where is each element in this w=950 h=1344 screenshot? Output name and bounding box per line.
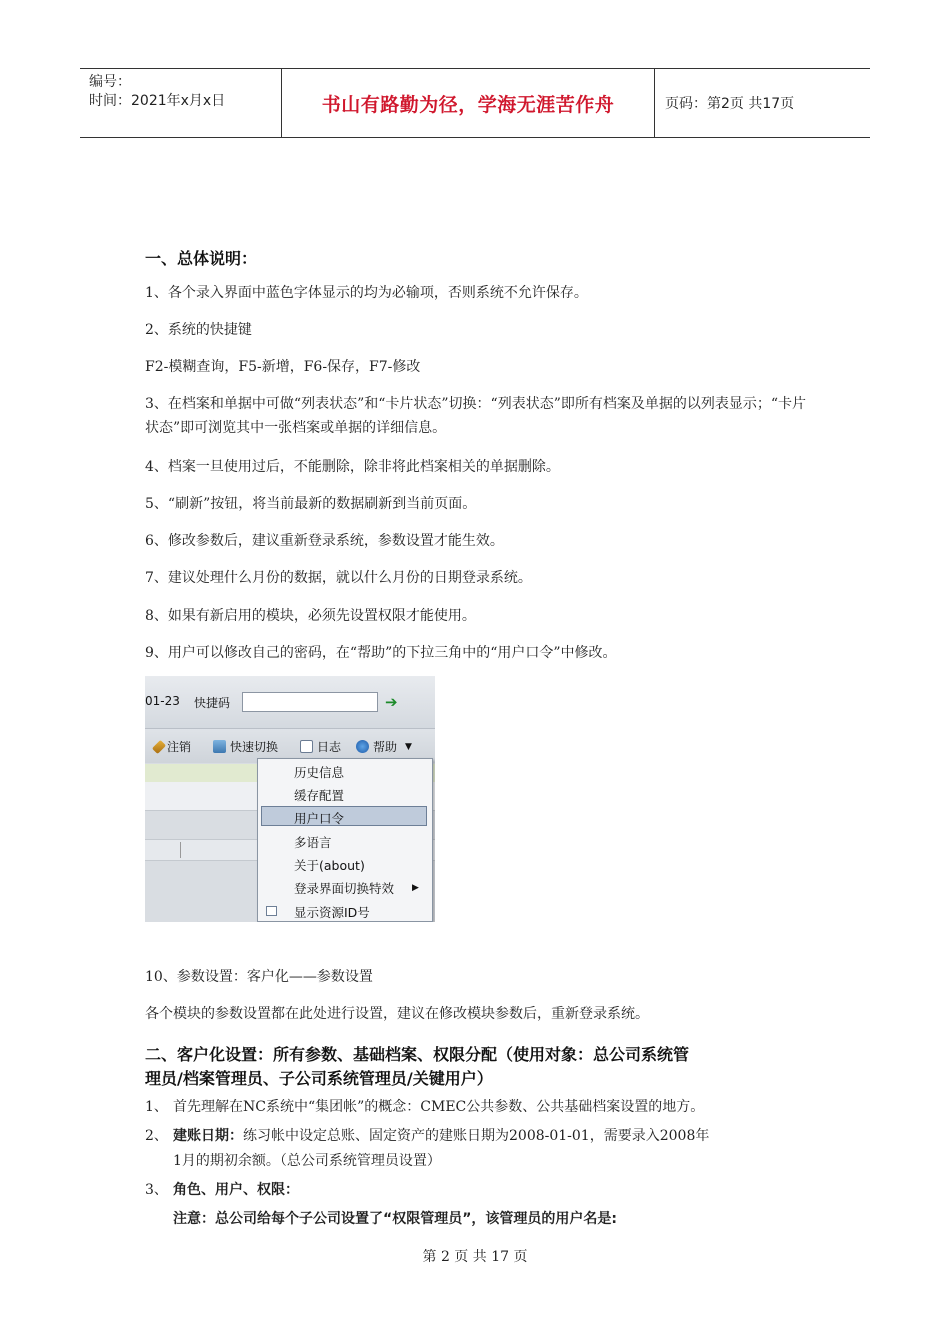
section1-item-10: 10、参数设置：客户化——参数设置 xyxy=(145,969,373,985)
menu-item-user-password[interactable]: 用户口令 xyxy=(294,811,345,826)
header-page: 页码：第2页 共17页 xyxy=(665,96,795,112)
section1-item-3: 3、在档案和单据中可做“列表状态”和“卡片状态”切换：“列表状态”即所有档案及单据的以列表显示；“卡片状态”即可浏览其中一张档案或单据的详细信息。 xyxy=(145,396,807,436)
section1-item-shortcuts: F2-模糊查询，F5-新增，F6-保存，F7-修改 xyxy=(145,359,421,375)
section1-title: 一、总体说明： xyxy=(145,249,258,268)
go-arrow-icon[interactable]: ➔ xyxy=(385,693,398,711)
menu-item-history[interactable]: 历史信息 xyxy=(294,765,345,780)
shortcut-input[interactable] xyxy=(242,692,378,712)
menu-item-login-effect[interactable]: 登录界面切换特效 xyxy=(294,881,395,896)
item-text-cont: 1月的期初余额。（总公司系统管理员设置） xyxy=(173,1153,441,1169)
menu-item-show-resource-id[interactable]: 显示资源ID号 xyxy=(294,905,370,920)
header-meta xyxy=(80,69,282,137)
help-button[interactable] xyxy=(356,738,412,755)
logout-label: 注销 xyxy=(167,740,192,754)
item-text: 练习帐中设定总账、固定资产的建账日期为2008-01-01，需要录入2008年 xyxy=(243,1128,710,1144)
item-bold-label: 角色、用户、权限： xyxy=(173,1182,299,1198)
logout-button[interactable] xyxy=(155,738,191,755)
section1-item-10-desc: 各个模块的参数设置都在此处进行设置，建议在修改模块参数后，重新登录系统。 xyxy=(145,1006,649,1022)
date-fragment: 01-23 xyxy=(145,694,180,708)
section2-title-line2: 理员/档案管理员、子公司系统管理员/关键用户） xyxy=(145,1069,493,1088)
section2-item-2 xyxy=(145,1124,815,1174)
item-number: 1、 xyxy=(145,1099,168,1115)
section1-item-6: 6、修改参数后，建议重新登录系统，参数设置才能生效。 xyxy=(145,533,504,549)
section1-item-9: 9、用户可以修改自己的密码，在“帮助”的下拉三角中的“用户口令”中修改。 xyxy=(145,645,617,661)
menu-item-about[interactable]: 关于(about) xyxy=(294,858,365,873)
section1-item-2: 2、系统的快捷键 xyxy=(145,322,252,338)
menu-item-cache[interactable]: 缓存配置 xyxy=(294,788,345,803)
help-label: 帮助 xyxy=(373,740,398,754)
item-number: 3、 xyxy=(145,1182,168,1198)
log-button[interactable] xyxy=(300,738,341,755)
section1-item-1: 1、各个录入界面中蓝色字体显示的均为必输项，否则系统不允许保存。 xyxy=(145,285,588,301)
section2-item-3 xyxy=(145,1178,815,1203)
section2-title-line1: 二、客户化设置：所有参数、基础档案、权限分配（使用对象：总公司系统管 xyxy=(145,1045,690,1064)
chevron-down-icon[interactable]: ▼ xyxy=(405,741,412,752)
log-icon xyxy=(300,740,313,753)
section1-item-5: 5、“刷新”按钮，将当前最新的数据刷新到当前页面。 xyxy=(145,496,477,512)
section2-item-1 xyxy=(145,1095,815,1120)
section1-item-7: 7、建议处理什么月份的数据，就以什么月份的日期登录系统。 xyxy=(145,570,532,586)
header-motto: 书山有路勤为径，学海无涯苦作舟 xyxy=(282,69,655,137)
menu-item-language[interactable]: 多语言 xyxy=(294,835,332,850)
quick-switch-button[interactable] xyxy=(213,738,278,755)
help-dropdown-menu xyxy=(257,758,433,922)
switch-icon xyxy=(213,740,226,753)
item-text: 首先理解在NC系统中“集团帐”的概念：CMEC公共参数、公共基础档案设置的地方。 xyxy=(173,1099,705,1115)
section2-note xyxy=(145,1207,815,1232)
checkbox-icon[interactable] xyxy=(266,906,277,916)
item-bold-label: 建账日期： xyxy=(173,1128,243,1144)
section1-item-4: 4、档案一旦使用过后，不能删除，除非将此档案相关的单据删除。 xyxy=(145,459,560,475)
log-label: 日志 xyxy=(317,740,342,754)
page-footer: 第 2 页 共 17 页 xyxy=(422,1249,528,1265)
item-number: 2、 xyxy=(145,1128,168,1144)
header-time: 时间：2021年x月x日 xyxy=(89,93,226,109)
divider xyxy=(180,842,181,858)
quick-switch-label: 快速切换 xyxy=(230,740,279,754)
submenu-arrow-icon: ▶ xyxy=(412,883,419,893)
page-header xyxy=(80,68,870,138)
section1-item-8: 8、如果有新启用的模块，必须先设置权限才能使用。 xyxy=(145,608,476,624)
help-icon xyxy=(356,740,369,753)
header-serial: 编号： xyxy=(89,74,131,90)
note-text: 注意：总公司给每个子公司设置了“权限管理员”，该管理员的用户名是: xyxy=(173,1211,617,1227)
help-menu-screenshot xyxy=(145,676,435,922)
shortcut-label: 快捷码 xyxy=(194,696,231,710)
key-icon xyxy=(152,739,166,753)
